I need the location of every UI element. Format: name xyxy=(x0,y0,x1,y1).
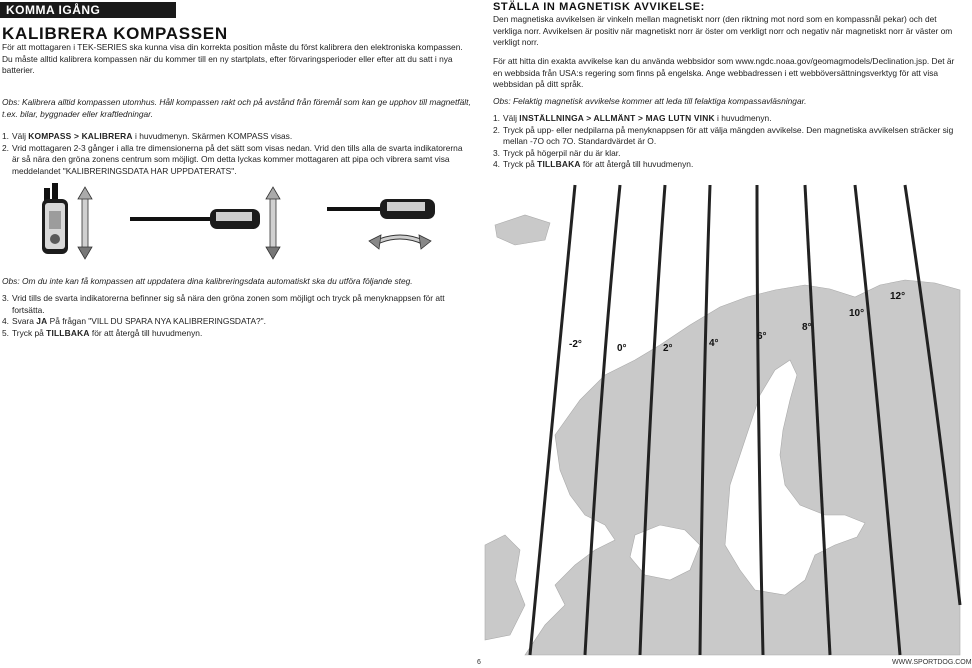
rotate-arrow-icon xyxy=(266,187,280,259)
list-item: 5. Tryck på TILLBAKA för att återgå till huvudmenyn. xyxy=(2,327,203,338)
declination-note: Obs: Felaktig magnetisk avvikelse kommer att leda till felaktiga kompassavläsningar. xyxy=(493,96,807,106)
isoline-label: 12° xyxy=(890,291,906,302)
receiver-side-illustration xyxy=(325,183,465,261)
rotate-arrow-icon xyxy=(369,235,431,249)
calibration-note: Obs: Om du inte kan få kompassen att uppdatera dina kalibreringsdata automatiskt ska du utföra följande steg. xyxy=(2,276,413,286)
declination-steps-list xyxy=(493,113,955,171)
isoline-label: 4° xyxy=(709,338,719,349)
list-item: 3. Vrid tills de svarta indikatorerna befinner sig så nära den gröna zonen som möjligt och tryck på menyknappsen för att fortsätta. xyxy=(2,293,445,315)
isoline-label: -2° xyxy=(569,339,582,350)
list-item: 1. Välj KOMPASS > KALIBRERA i huvudmenyn. Skärmen KOMPASS visas. xyxy=(2,131,293,141)
calibration-illustration xyxy=(30,183,320,261)
steps-list-continued xyxy=(2,293,472,339)
list-item: 4. Svara JA På frågan "VILL DU SPARA NYA KALIBRERINGSDATA?". xyxy=(2,316,266,327)
website-paragraph: För att hitta din exakta avvikelse kan du använda webbsidor som www.ngdc.noaa.gov/geomagmodels/Declination.jsp. Det är en webbsida från USA:s regering som finns på engelska. Ange webbadressen i ett webböversättningsverktyg för att visa webbsidan på ditt språk. xyxy=(493,56,955,90)
receiver-upright-image xyxy=(42,183,68,254)
isoline-label: 8° xyxy=(802,322,812,333)
declination-paragraph: Den magnetiska avvikelsen är vinkeln mellan magnetiskt norr (den riktning mot nord som en kompassnål pekar) och det verkliga norr. Avvikelsen är positiv när magnetiskt norr är öster om verkligt norr och negativ när magnetiskt norr är väster om verkligt norr. xyxy=(493,14,953,48)
list-item: 4. Tryck på TILLBAKA för att återgå till huvudmenyn. xyxy=(493,159,694,170)
list-item: 2. Vrid mottagaren 2-3 gånger i alla tre dimensionerna på det sätt som visas nedan. Vrid den tills alla de svarta indikatorerna är så nära den gröna zonens centrum som möjligt. Om detta lyckas kommer mottagaren att pipa och vibrera samt visa meddelandet "KALIBRERINGSDATA HAR UPPDATERATS". xyxy=(2,142,463,176)
intro-paragraph: För att mottagaren i TEK-SERIES ska kunna visa din korrekta position måste du först kalibrera den elektroniska kompassen. Du måste alltid kalibrera kompassen när du kommer till en ny startplats, efter förvaringsperioder eller efter att du satt i nya batterier. xyxy=(2,42,463,76)
isoline-label: 2° xyxy=(663,343,673,354)
receiver-flat-image xyxy=(130,209,260,229)
website-url: WWW.SPORTDOG.COM xyxy=(892,659,972,666)
isoline-label: 0° xyxy=(617,343,627,354)
outdoor-note: Obs: Kalibrera alltid kompassen utomhus. Håll kompassen rakt och på avstånd från föremål som kan ge upphov till magnetfält, t.ex. bilar, byggnader eller kraftledningar. xyxy=(2,97,471,119)
page-number: 6 xyxy=(477,659,481,666)
isoline-label: 6° xyxy=(757,331,767,342)
list-item: 1. Välj INSTÄLLNINGA > ALLMÄNT > MAG LUTN VINK i huvudmenyn. xyxy=(493,113,772,123)
page-title: KALIBRERA KOMPASSEN xyxy=(2,24,228,43)
section-label: KOMMA IGÅNG xyxy=(0,2,176,18)
list-item: 2. Tryck på upp- eller nedpilarna på menyknappsen för att välja mängden avvikelse. Den magnetiska avvikelsen sträcker sig mellan -7O och 7O. Standardvärdet är O. xyxy=(493,124,954,147)
list-item: 3. Tryck på högerpil när du är klar. xyxy=(493,147,621,158)
rotate-arrow-icon xyxy=(78,187,92,259)
receiver-flat-image xyxy=(327,199,435,219)
section-title: STÄLLA IN MAGNETISK AVVIKELSE: xyxy=(493,1,705,13)
steps-list xyxy=(2,131,472,177)
declination-map xyxy=(485,185,960,655)
isoline-label: 10° xyxy=(849,308,865,319)
